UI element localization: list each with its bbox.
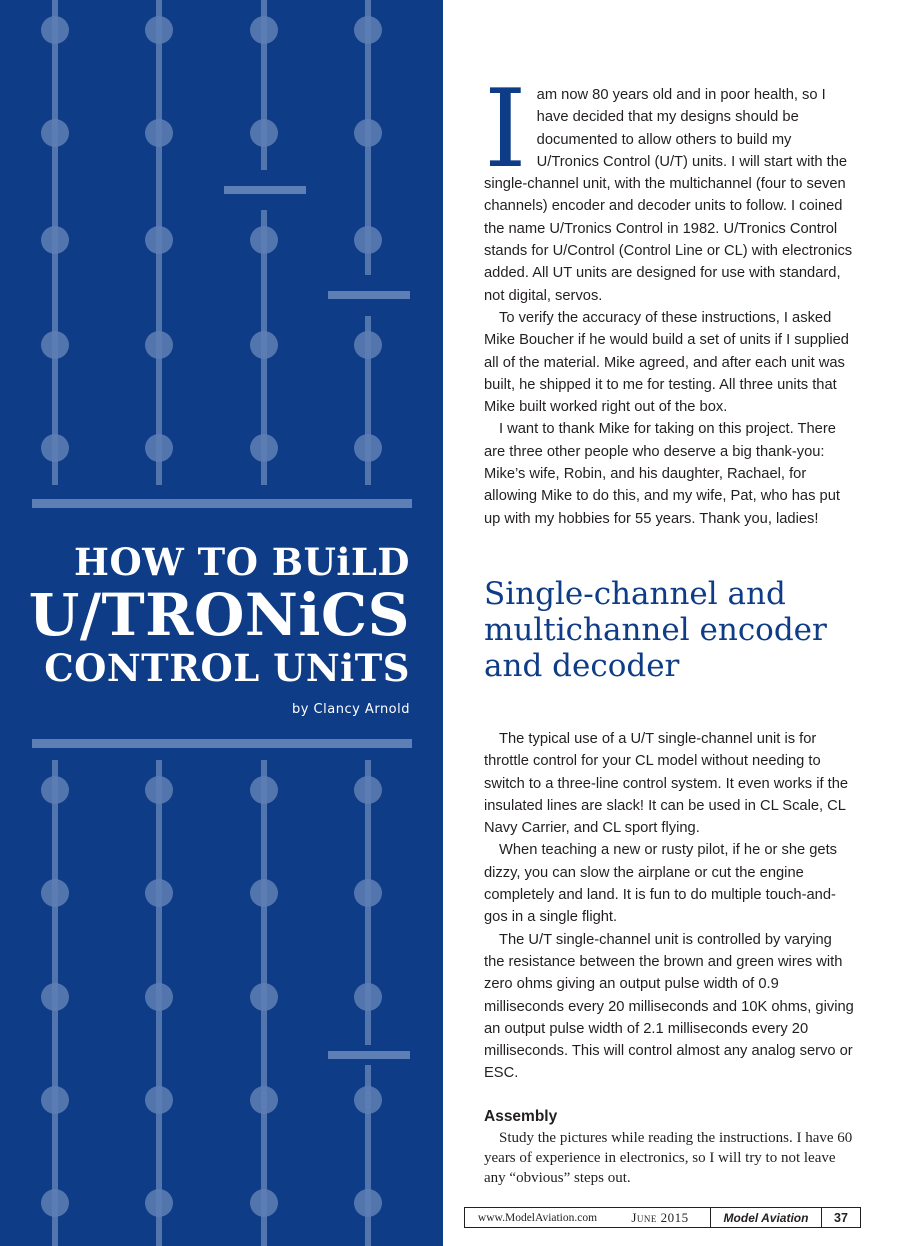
fader-knob (250, 879, 278, 907)
page-footer (464, 1207, 861, 1228)
fader-knob (354, 879, 382, 907)
assembly-heading: Assembly (484, 1108, 558, 1125)
byline: by Clancy Arnold (291, 702, 410, 717)
divider-bar (32, 499, 412, 508)
fader-knob (145, 1086, 173, 1114)
fader-knob (250, 983, 278, 1011)
fader-cap (224, 186, 306, 194)
fader-knob (250, 1086, 278, 1114)
fader-knob (250, 331, 278, 359)
footer-date: June 2015 (631, 1209, 689, 1225)
fader-knob (250, 119, 278, 147)
fader-knob (354, 776, 382, 804)
section-body (484, 728, 856, 1085)
fader-knob (41, 331, 69, 359)
assembly-paragraph: Study the pictures while reading the instructions. I have 60 years of experience in electronics, so I will try to not leave any “obvious” steps out. (484, 1130, 853, 1186)
section-paragraph-3: The U/T single-channel unit is controlled by varying the resistance between the brown and green wires with zero ohms giving an output pulse width of 0.9 milliseconds every 20 milliseconds and 10K ohms, giving an output pulse width of 2.1 milliseconds every 20 milliseconds. This will control almost any analog servo or ESC. (484, 931, 854, 1082)
fader-knob (145, 226, 173, 254)
divider-bar (32, 739, 412, 748)
fader-cap (328, 1051, 410, 1059)
fader-knob (250, 434, 278, 462)
fader-knob (41, 16, 69, 44)
fader-knob (145, 776, 173, 804)
fader-knob (145, 1189, 173, 1217)
intro-text (484, 67, 856, 530)
fader-knob (250, 1189, 278, 1217)
title-line-1: HOW TO BUiLD (74, 540, 410, 584)
section-heading: Single-channel and multichannel encoder and decoder (484, 576, 827, 684)
page-number: 37 (834, 1210, 848, 1225)
section-paragraph-2: When teaching a new or rusty pilot, if he or she gets dizzy, you can slow the airplane or cut the engine completely and land. It is fun to do multiple touch-and-gos in a single flight. (484, 842, 837, 926)
fader-knob (354, 1086, 382, 1114)
fader-knob (145, 434, 173, 462)
fader-knob (145, 119, 173, 147)
fader-knob (354, 16, 382, 44)
title-line-2: U/TRONiCS (28, 581, 410, 649)
intro-paragraph-2: To verify the accuracy of these instructions, I asked Mike Boucher if he would build a set of units if I supplied all of the material. Mike agreed, and after each unit was built, he shipped it to me for testing. All three units that Mike built worked right out of the box. (484, 309, 849, 416)
fader-knob (41, 226, 69, 254)
fader-knob (354, 331, 382, 359)
fader-knob (41, 776, 69, 804)
title-line-3: CONTROL UNiTS (44, 646, 410, 690)
section-paragraph-1: The typical use of a U/T single-channel unit is for throttle control for your CL model without needing to switch to a three-line control system. It even works if the insulated lines are slack! It can be used in CL Scale, CL Navy Carrier, and CL sport flying. (484, 731, 849, 837)
fader-knob (41, 879, 69, 907)
footer-magazine: Model Aviation (710, 1208, 822, 1227)
fader-knob (145, 16, 173, 44)
footer-url[interactable]: www.ModelAviation.com (477, 1211, 598, 1224)
fader-cap (328, 291, 410, 299)
fader-knob (41, 119, 69, 147)
fader-knob (354, 983, 382, 1011)
fader-knob (41, 983, 69, 1011)
fader-knob (250, 226, 278, 254)
fader-knob (354, 1189, 382, 1217)
fader-knob (41, 434, 69, 462)
article-title (20, 540, 410, 690)
assembly-body (484, 1128, 856, 1188)
intro-paragraph-1: Iam now 80 years old and in poor health, so I have decided that my designs should be documented to allow others to build my U/Tronics Control (U/T) units. I will start with the single-channel unit, with the multichannel (four to seven channels) encoder and decoder units to follow. I coined the name U/Tronics Control in 1982. U/Tronics Control stands for U/Control (Control Line or CL) with electronics added. All UT units are designed for use with standard, not digital, servos. (484, 67, 853, 304)
fader-knob (145, 879, 173, 907)
fader-knob (354, 434, 382, 462)
intro-paragraph-3: I want to thank Mike for taking on this project. There are three other people who deserve a big thank-you: Mike’s wife, Robin, and his daughter, Rachael, for allowing Mike to do this, and my wife, Pat, who has put up with my hobbies for 55 years. Thank you, ladies! (484, 421, 840, 527)
drop-cap: I (484, 67, 527, 192)
fader-knob (354, 226, 382, 254)
fader-knob (354, 119, 382, 147)
fader-knob (41, 1086, 69, 1114)
fader-knob (145, 983, 173, 1011)
fader-knob (145, 331, 173, 359)
fader-knob (250, 16, 278, 44)
fader-knob (41, 1189, 69, 1217)
fader-knob (250, 776, 278, 804)
title-panel (0, 0, 443, 1246)
